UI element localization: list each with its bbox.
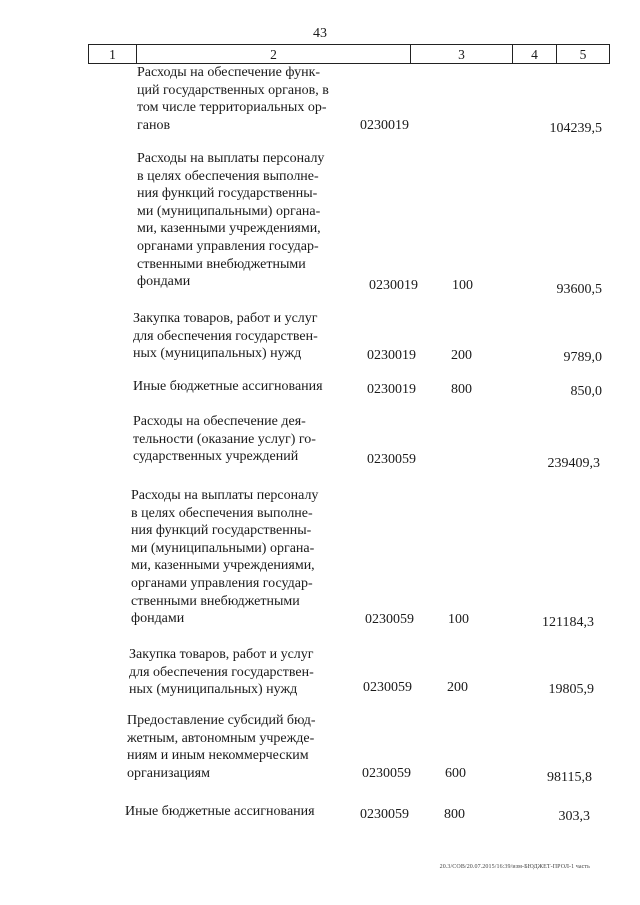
column-header-1: 1: [89, 45, 137, 63]
row-description: Предоставление субсидий бюд- жетным, автономным учрежде- ниям и иным некоммерческим организациям: [127, 713, 316, 781]
table-row: [0, 64, 640, 134]
row-expense-type: 200: [447, 680, 468, 695]
table-row: [0, 413, 640, 471]
row-description: Закупка товаров, работ и услуг для обеспечения государствен- ных (муниципальных) нужд: [129, 647, 314, 698]
row-description: Иные бюджетные ассигнования: [133, 379, 323, 394]
row-code: 0230059: [363, 680, 412, 695]
table-row: [0, 378, 640, 398]
table-row: [0, 310, 640, 364]
row-code: 0230019: [367, 382, 416, 397]
column-header-4: 4: [513, 45, 557, 63]
row-code: 0230059: [367, 452, 416, 467]
row-expense-type: 100: [448, 612, 469, 627]
row-description: Расходы на обеспечение функ- ций государственных органов, в том числе территориальных ор- ганов: [137, 65, 329, 133]
row-description: Расходы на выплаты персоналу в целях обеспечения выполне- ния функций государственны- ми (муниципальными) органа- ми, казенными учреждениями, органами управления государ- ственными внебюджетными фондами: [131, 488, 319, 627]
row-expense-type: 800: [444, 807, 465, 822]
row-code: 0230059: [360, 807, 409, 822]
column-header-5: 5: [579, 47, 587, 62]
row-amount: 98115,8: [547, 770, 592, 785]
row-code: 0230019: [369, 278, 418, 293]
row-amount: 239409,3: [547, 456, 600, 471]
row-description: Иные бюджетные ассигнования: [125, 804, 315, 819]
table-row: [0, 803, 640, 823]
row-description: Закупка товаров, работ и услуг для обеспечения государствен- ных (муниципальных) нужд: [133, 311, 318, 362]
column-header-row: [88, 44, 610, 64]
table-row: [0, 150, 640, 297]
row-amount: 19805,9: [548, 682, 594, 697]
column-header-2: 2: [137, 45, 411, 63]
row-description: Расходы на выплаты персоналу в целях обеспечения выполне- ния функций государственны- ми (муниципальными) органа- ми, казенными учреждениями, органами управления государ- ственными внебюджетными фондами: [137, 151, 325, 290]
column-header-3: 3: [411, 45, 513, 63]
row-expense-type: 600: [445, 766, 466, 781]
page-number: 43: [313, 26, 327, 41]
row-amount: 9789,0: [563, 350, 602, 365]
row-code: 0230059: [362, 766, 411, 781]
row-amount: 850,0: [570, 384, 602, 399]
row-amount: 93600,5: [556, 282, 602, 297]
row-code: 0230019: [360, 118, 409, 133]
row-expense-type: 200: [451, 348, 472, 363]
row-amount: 303,3: [558, 809, 590, 824]
row-expense-type: 800: [451, 382, 472, 397]
row-description: Расходы на обеспечение дея- тельности (оказание услуг) го- сударственных учреждений: [133, 414, 316, 465]
row-expense-type: 100: [452, 278, 473, 293]
document-footer: 20.3/СОВ/20.07.2015/16:39/изм-БЮДЖЕТ-ПРОЛ-1 часть: [439, 864, 590, 870]
table-row: [0, 646, 640, 696]
row-code: 0230019: [367, 348, 416, 363]
row-amount: 104239,5: [549, 121, 602, 136]
table-row: [0, 487, 640, 628]
table-row: [0, 712, 640, 785]
row-amount: 121184,3: [542, 615, 594, 630]
row-code: 0230059: [365, 612, 414, 627]
